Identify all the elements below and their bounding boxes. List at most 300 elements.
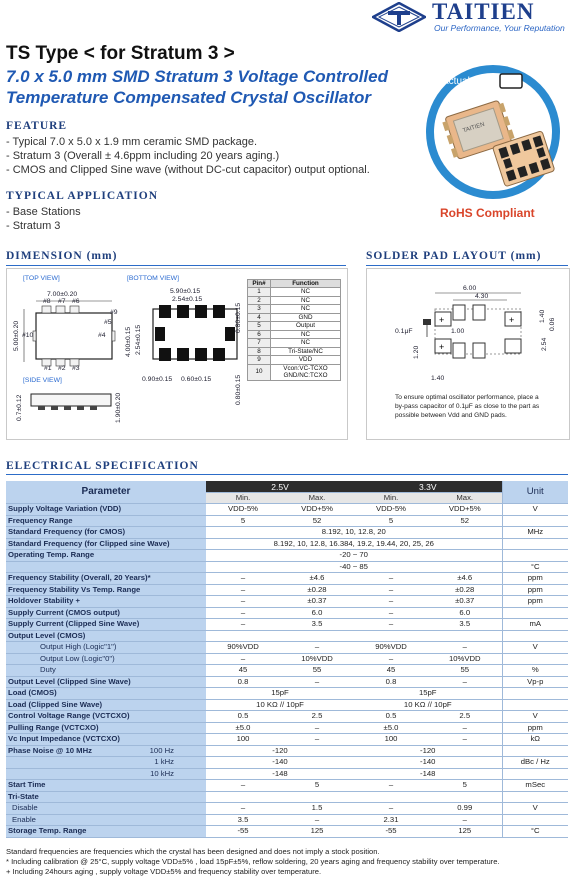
spec-unit xyxy=(502,688,568,700)
application-item: - Stratum 3 xyxy=(6,220,61,232)
divider xyxy=(366,265,568,266)
spec-unit: % xyxy=(502,665,568,677)
spec-parameter: Duty xyxy=(6,665,206,677)
spec-value: – xyxy=(280,642,354,654)
pin-table-row xyxy=(248,364,341,380)
spec-parameter: Storage Temp. Range xyxy=(6,826,206,838)
spec-row xyxy=(6,573,568,585)
spec-parameter: Supply Current (Clipped Sine Wave) xyxy=(6,619,206,631)
spec-parameter: Vc Input Impedance (VCTCXO) xyxy=(6,734,206,746)
spec-value: -140 xyxy=(206,757,354,769)
spec-value: – xyxy=(280,722,354,734)
max-header: Max. xyxy=(428,493,502,504)
spec-value: -120 xyxy=(206,745,354,757)
spec-unit: V xyxy=(502,504,568,516)
pin-number: 3 xyxy=(248,305,271,314)
spec-value: – xyxy=(280,734,354,746)
spec-row xyxy=(6,791,568,803)
spec-value xyxy=(280,791,354,803)
spec-value: 3.5 xyxy=(280,619,354,631)
spec-row xyxy=(6,780,568,792)
subtitle-line-2: Temperature Compensated Crystal Oscillator xyxy=(6,88,371,107)
pin-table-row xyxy=(248,296,341,305)
spec-parameter: Operating Temp. Range xyxy=(6,550,206,562)
dim-bottom-060: 0.60±0.15 xyxy=(181,376,212,383)
pin-function: NC xyxy=(271,330,341,339)
spec-parameter xyxy=(6,745,206,757)
feature-item: - CMOS and Clipped Sine wave (without DC-cut capacitor) output optional. xyxy=(6,164,370,176)
pin-table-row xyxy=(248,313,341,322)
pin-table-row xyxy=(248,305,341,314)
spec-value: 8.192, 10, 12.8, 20 xyxy=(206,527,502,539)
spec-value: 5 xyxy=(280,780,354,792)
capacitor-label: 0.1μF xyxy=(395,328,413,335)
spec-value: 10%VDD xyxy=(280,653,354,665)
side-view-label: [SIDE VIEW] xyxy=(23,377,62,384)
pin-number: 6 xyxy=(248,330,271,339)
spec-row xyxy=(6,665,568,677)
page-subtitle xyxy=(6,66,406,108)
spec-row xyxy=(6,561,568,573)
spec-value: – xyxy=(428,814,502,826)
feature-item: - Typical 7.0 x 5.0 x 1.9 mm ceramic SMD package. xyxy=(6,136,258,148)
spec-parameter xyxy=(6,757,206,769)
spec-row xyxy=(6,642,568,654)
spec-value: ±5.0 xyxy=(206,722,280,734)
feature-item: - Stratum 3 (Overall ± 4.6ppm including 20 years aging.) xyxy=(6,150,280,162)
dim-pad-100: 1.00 xyxy=(451,328,465,335)
spec-parameter: Standard Frequency (for CMOS) xyxy=(6,527,206,539)
dim-bottom-400: 4.00±0.15 xyxy=(125,326,132,357)
spec-value: – xyxy=(280,814,354,826)
spec-parameter: Tri-State xyxy=(6,791,206,803)
spec-unit xyxy=(502,768,568,780)
spec-row xyxy=(6,584,568,596)
pin-number: 10 xyxy=(248,364,271,380)
phase-noise-offset: 100 Hz xyxy=(149,745,174,755)
phase-noise-offset: 10 kHz xyxy=(150,768,174,778)
pin-label: #3 xyxy=(72,365,80,372)
dim-pad-600: 6.00 xyxy=(463,285,477,292)
dimension-heading: DIMENSION (mm) xyxy=(6,250,118,262)
spec-value: 2.5 xyxy=(280,711,354,723)
spec-parameter: Supply Current (CMOS output) xyxy=(6,607,206,619)
spec-value: -55 xyxy=(206,826,280,838)
spec-value: – xyxy=(354,653,428,665)
pin-number: 1 xyxy=(248,288,271,297)
spec-value: 1.5 xyxy=(280,803,354,815)
spec-row xyxy=(6,745,568,757)
spec-value: 100 xyxy=(206,734,280,746)
spec-value: VDD-5% xyxy=(354,504,428,516)
spec-row xyxy=(6,607,568,619)
dimension-panel xyxy=(6,268,348,440)
spec-value: – xyxy=(206,596,280,608)
svg-text:+: + xyxy=(509,315,515,325)
spec-value: – xyxy=(354,803,428,815)
spec-value: 90%VDD xyxy=(354,642,428,654)
spec-value: 55 xyxy=(428,665,502,677)
application-heading: TYPICAL APPLICATION xyxy=(6,190,159,202)
pin-table-header: Pin# xyxy=(248,280,271,288)
spec-value: 0.5 xyxy=(206,711,280,723)
dim-side-height: 1.90±0.20 xyxy=(115,392,122,423)
top-view-label: [TOP VIEW] xyxy=(23,275,60,282)
spec-value: 100 xyxy=(354,734,428,746)
spec-value xyxy=(280,630,354,642)
spec-value: – xyxy=(206,607,280,619)
subtitle-line-1: 7.0 x 5.0 mm SMD Stratum 3 Voltage Controlled xyxy=(6,67,388,86)
dim-pad-254: 2.54 xyxy=(541,337,548,351)
spec-parameter: Frequency Range xyxy=(6,515,206,527)
spec-value: 90%VDD xyxy=(206,642,280,654)
spec-parameter: Control Voltage Range (VCTCXO) xyxy=(6,711,206,723)
brand-tagline: Our Performance, Your Reputation xyxy=(434,23,565,33)
spec-unit: ppm xyxy=(502,584,568,596)
spec-unit: ppm xyxy=(502,596,568,608)
spec-value: 15pF xyxy=(354,688,502,700)
spec-parameter: Output Level (Clipped Sine Wave) xyxy=(6,676,206,688)
pin-table-row xyxy=(248,322,341,331)
spec-row xyxy=(6,768,568,780)
spec-value: – xyxy=(428,734,502,746)
spec-value: 5 xyxy=(206,515,280,527)
dim-side-thickness: 0.7±0.12 xyxy=(16,394,23,421)
spec-parameter: Frequency Stability (Overall, 20 Years)* xyxy=(6,573,206,585)
spec-value: – xyxy=(280,676,354,688)
pin-number: 5 xyxy=(248,322,271,331)
spec-value: – xyxy=(206,573,280,585)
pin-table-row xyxy=(248,339,341,348)
oscillator-photo-icon xyxy=(418,62,568,202)
spec-value: – xyxy=(206,653,280,665)
solder-note-line: possible between Vdd and GND pads. xyxy=(395,412,507,419)
param-header: Parameter xyxy=(6,481,206,504)
spec-value: 125 xyxy=(280,826,354,838)
pin-function: GND xyxy=(271,313,341,322)
pin-function: NC xyxy=(271,339,341,348)
pin-table-row xyxy=(248,288,341,297)
pin-label: #8 xyxy=(43,298,51,305)
spec-row xyxy=(6,814,568,826)
spec-value: 0.8 xyxy=(354,676,428,688)
spec-value: – xyxy=(428,722,502,734)
pin-table xyxy=(247,279,341,381)
spec-unit: kΩ xyxy=(502,734,568,746)
spec-value: – xyxy=(354,573,428,585)
spec-value: 0.5 xyxy=(354,711,428,723)
spec-row xyxy=(6,504,568,516)
spec-value: -55 xyxy=(354,826,428,838)
spec-parameter: Load (Clipped Sine Wave) xyxy=(6,699,206,711)
spec-row xyxy=(6,826,568,838)
spec-value: – xyxy=(206,803,280,815)
spec-row xyxy=(6,711,568,723)
divider xyxy=(6,265,346,266)
divider xyxy=(6,474,568,475)
feature-list xyxy=(6,135,370,177)
spec-value: ±0.37 xyxy=(280,596,354,608)
spec-value: 6.0 xyxy=(280,607,354,619)
pin-number: 4 xyxy=(248,313,271,322)
spec-unit xyxy=(502,745,568,757)
dim-pad-140a: 1.40 xyxy=(539,309,546,323)
spec-value xyxy=(428,791,502,803)
spec-value: -148 xyxy=(354,768,502,780)
spec-unit: mA xyxy=(502,619,568,631)
pin-function: Vcon:VC-TCXO GND/NC:TCXO xyxy=(271,364,341,380)
spec-row xyxy=(6,653,568,665)
pin-table-row xyxy=(248,356,341,365)
spec-row xyxy=(6,699,568,711)
min-header: Min. xyxy=(206,493,280,504)
spec-heading: ELECTRICAL SPECIFICATION xyxy=(6,460,199,472)
spec-value: VDD+5% xyxy=(280,504,354,516)
spec-value: 10 KΩ // 10pF xyxy=(354,699,502,711)
footnote: + Including 24hours aging , supply voltage VDD±5% and frequency stability over temperature. xyxy=(6,867,322,876)
dim-bottom-080b: 0.80±0.15 xyxy=(235,374,242,405)
spec-value: – xyxy=(206,780,280,792)
dim-height: 5.00±0.20 xyxy=(13,320,20,351)
dim-pad-006: 0.06 xyxy=(549,317,556,331)
spec-unit: °C xyxy=(502,826,568,838)
spec-unit xyxy=(502,550,568,562)
application-item: - Base Stations xyxy=(6,206,81,218)
bottom-view-label: [BOTTOM VIEW] xyxy=(127,275,179,282)
pin-label: #1 xyxy=(44,365,52,372)
solder-panel xyxy=(366,268,570,440)
spec-row xyxy=(6,757,568,769)
spec-value xyxy=(354,630,428,642)
spec-value: 45 xyxy=(354,665,428,677)
spec-parameter: Frequency Stability Vs Temp. Range xyxy=(6,584,206,596)
spec-value: 10 KΩ // 10pF xyxy=(206,699,354,711)
spec-unit xyxy=(502,515,568,527)
spec-parameter: Supply Voltage Variation (VDD) xyxy=(6,504,206,516)
spec-unit xyxy=(502,814,568,826)
application-list xyxy=(6,205,81,233)
spec-value: ±4.6 xyxy=(428,573,502,585)
side-view-drawing xyxy=(29,391,115,411)
voltage-header: 3.3V xyxy=(354,481,502,493)
spec-value: 10%VDD xyxy=(428,653,502,665)
spec-row xyxy=(6,734,568,746)
spec-unit: MHz xyxy=(502,527,568,539)
spec-row xyxy=(6,550,568,562)
unit-header: Unit xyxy=(502,481,568,504)
spec-value: – xyxy=(206,584,280,596)
spec-unit: dBc / Hz xyxy=(502,757,568,769)
spec-row xyxy=(6,515,568,527)
dim-bottom-254b: 2.54±0.15 xyxy=(135,324,142,355)
spec-unit: V xyxy=(502,711,568,723)
spec-parameter: Load (CMOS) xyxy=(6,688,206,700)
spec-unit: V xyxy=(502,642,568,654)
spec-value: – xyxy=(428,676,502,688)
pin-table-row xyxy=(248,347,341,356)
dim-width: 7.00±0.20 xyxy=(47,291,78,298)
phase-noise-offset: 1 kHz xyxy=(154,757,174,767)
spec-parameter: Enable xyxy=(6,814,206,826)
rohs-badge: RoHS Compliant xyxy=(440,206,535,220)
spec-unit: V xyxy=(502,803,568,815)
spec-value xyxy=(206,791,280,803)
dim-bottom-254: 2.54±0.15 xyxy=(172,296,203,303)
page-title: TS Type < for Stratum 3 > xyxy=(6,43,235,64)
min-header: Min. xyxy=(354,493,428,504)
spec-parameter: Start Time xyxy=(6,780,206,792)
dim-bottom-090: 0.90±0.15 xyxy=(142,376,173,383)
spec-value xyxy=(428,630,502,642)
spec-unit: Vp-p xyxy=(502,676,568,688)
spec-value: 2.5 xyxy=(428,711,502,723)
footnote: Standard frequencies are frequencies which the crystal has been designed and does not imply a stock position. xyxy=(6,847,380,856)
pin-label: #10 xyxy=(22,332,34,339)
spec-value: – xyxy=(354,619,428,631)
feature-heading: FEATURE xyxy=(6,120,68,132)
product-photo xyxy=(418,62,568,202)
spec-parameter: Pulling Range (VCTCXO) xyxy=(6,722,206,734)
spec-value: 6.0 xyxy=(428,607,502,619)
spec-row xyxy=(6,630,568,642)
spec-row xyxy=(6,676,568,688)
spec-value: 125 xyxy=(428,826,502,838)
spec-value: -40 ~ 85 xyxy=(206,561,502,573)
dim-bottom-590: 5.90±0.15 xyxy=(170,288,201,295)
spec-parameter: Output Low (Logic"0") xyxy=(6,653,206,665)
spec-value: -140 xyxy=(354,757,502,769)
spec-value: 55 xyxy=(280,665,354,677)
spec-unit xyxy=(502,607,568,619)
taitien-emblem-icon xyxy=(372,2,426,32)
spec-value: – xyxy=(354,596,428,608)
spec-value: 5 xyxy=(428,780,502,792)
spec-table xyxy=(6,481,568,838)
pin-function: VDD xyxy=(271,356,341,365)
max-header: Max. xyxy=(280,493,354,504)
spec-unit: ppm xyxy=(502,722,568,734)
spec-unit xyxy=(502,653,568,665)
pin-function: Output xyxy=(271,322,341,331)
pin-table-row xyxy=(248,330,341,339)
spec-value: -20 ~ 70 xyxy=(206,550,502,562)
spec-unit: °C xyxy=(502,561,568,573)
spec-value: ±5.0 xyxy=(354,722,428,734)
solder-note-line: by-pass capacitor of 0.1μF as close to the part as xyxy=(395,403,540,410)
spec-value xyxy=(206,630,280,642)
pin-label: #2 xyxy=(58,365,66,372)
voltage-header: 2.5V xyxy=(206,481,354,493)
dim-pad-430: 4.30 xyxy=(475,293,489,300)
spec-value: – xyxy=(206,619,280,631)
solder-heading: SOLDER PAD LAYOUT (mm) xyxy=(366,250,542,262)
spec-value: 0.99 xyxy=(428,803,502,815)
spec-value: ±0.37 xyxy=(428,596,502,608)
footnote: * Including calibration @ 25°C, supply voltage VDD±5% , load 15pF±5%, reflow soldering, 20 years aging and frequency stability over temperature. xyxy=(6,857,500,866)
pin-table-header: Function xyxy=(271,280,341,288)
pin-function: NC xyxy=(271,288,341,297)
dim-pad-120: 1.20 xyxy=(413,345,420,359)
pin-label: #4 xyxy=(98,332,106,339)
spec-unit xyxy=(502,699,568,711)
spec-value: – xyxy=(428,642,502,654)
svg-text:+: + xyxy=(439,315,445,325)
spec-value: VDD+5% xyxy=(428,504,502,516)
spec-value: ±0.28 xyxy=(280,584,354,596)
solder-note-line: To ensure optimal oscillator performance, place a xyxy=(395,394,539,401)
pin-function: Tri-State/NC xyxy=(271,347,341,356)
pin-number: 8 xyxy=(248,347,271,356)
spec-value: – xyxy=(354,780,428,792)
spec-unit xyxy=(502,791,568,803)
svg-text:TAITIEN: TAITIEN xyxy=(462,121,486,135)
spec-value: 45 xyxy=(206,665,280,677)
spec-value: 3.5 xyxy=(428,619,502,631)
spec-row xyxy=(6,538,568,550)
spec-value: 15pF xyxy=(206,688,354,700)
spec-unit: mSec xyxy=(502,780,568,792)
spec-value: – xyxy=(354,584,428,596)
spec-value: 2.31 xyxy=(354,814,428,826)
taitien-logo xyxy=(372,2,572,36)
spec-unit xyxy=(502,538,568,550)
spec-parameter xyxy=(6,561,206,573)
solder-note xyxy=(395,393,539,420)
spec-parameter xyxy=(6,768,206,780)
spec-row xyxy=(6,803,568,815)
spec-value xyxy=(354,791,428,803)
spec-parameter: Holdover Stability + xyxy=(6,596,206,608)
spec-row xyxy=(6,527,568,539)
spec-parameter: Output Level (CMOS) xyxy=(6,630,206,642)
spec-row xyxy=(6,619,568,631)
spec-value: 52 xyxy=(280,515,354,527)
spec-value: – xyxy=(354,607,428,619)
spec-row xyxy=(6,722,568,734)
spec-parameter: Disable xyxy=(6,803,206,815)
bottom-view-drawing xyxy=(147,303,243,363)
spec-value: 5 xyxy=(354,515,428,527)
pin-label: #6 xyxy=(72,298,80,305)
spec-parameter-label: Phase Noise @ 10 MHz xyxy=(8,745,92,755)
pin-function: NC xyxy=(271,296,341,305)
spec-unit xyxy=(502,630,568,642)
pin-label: #5 xyxy=(104,319,112,326)
dim-pad-140b: 1.40 xyxy=(431,375,445,382)
pin-label: #9 xyxy=(110,309,118,316)
spec-parameter: Output High (Logic"1") xyxy=(6,642,206,654)
pin-number: 7 xyxy=(248,339,271,348)
svg-text:+: + xyxy=(439,342,445,352)
pin-label: #7 xyxy=(58,298,66,305)
spec-parameter: Standard Frequency (for Clipped sine Wave) xyxy=(6,538,206,550)
spec-value: ±4.6 xyxy=(280,573,354,585)
pin-function: NC xyxy=(271,305,341,314)
spec-value: ±0.28 xyxy=(428,584,502,596)
spec-value: -148 xyxy=(206,768,354,780)
spec-value: 8.192, 10, 12.8, 16.384, 19.2, 19.44, 20, 25, 26 xyxy=(206,538,502,550)
spec-value: 3.5 xyxy=(206,814,280,826)
pin-number: 2 xyxy=(248,296,271,305)
spec-value: 0.8 xyxy=(206,676,280,688)
spec-unit: ppm xyxy=(502,573,568,585)
spec-value: VDD-5% xyxy=(206,504,280,516)
pin-number: 9 xyxy=(248,356,271,365)
spec-row xyxy=(6,596,568,608)
spec-value: 52 xyxy=(428,515,502,527)
actual-size-label: Actual Size xyxy=(442,76,493,87)
spec-row xyxy=(6,688,568,700)
